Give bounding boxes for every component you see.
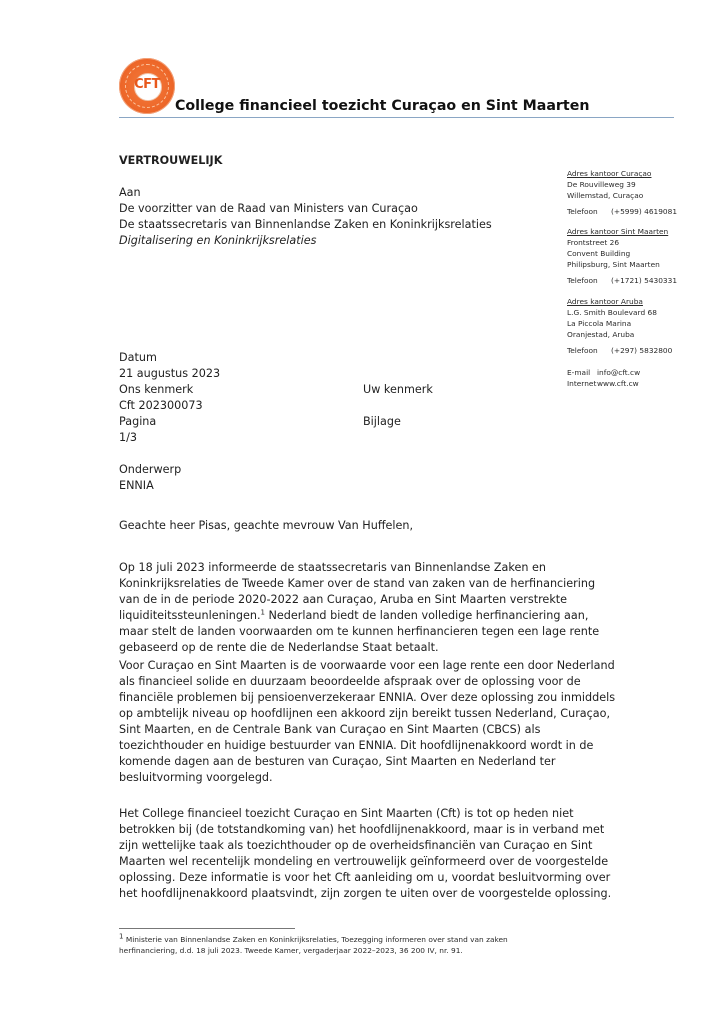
phone-label: Telefoon <box>567 346 598 355</box>
footnote-text: Ministerie van Binnenlandse Zaken en Koninkrijksrelaties, Toezegging informeren over stand van zaken <box>123 935 508 944</box>
office-title: Adres kantoor Curaçao <box>567 169 652 178</box>
our-ref-value: Cft 202300073 <box>119 399 203 412</box>
sidebar-contact <box>567 367 640 389</box>
paragraph-text: liquiditeitssteunleningen. <box>119 609 261 622</box>
footnote-reference[interactable]: 1 <box>260 608 265 617</box>
phone-label: Telefoon <box>567 207 598 216</box>
paragraph-line: van de in de periode 2020-2022 aan Curaçao, Aruba en Sint Maarten verstrekte <box>119 593 568 606</box>
paragraph-text: Nederland biedt de landen volledige herfinanciering aan, <box>264 609 589 622</box>
page-label: Pagina <box>119 415 157 428</box>
paragraph-line: gebaseerd op de rente die de Nederlandse Staat betaalt. <box>119 641 439 654</box>
addressee-line: De staatssecretaris van Binnenlandse Zaken en Koninkrijksrelaties <box>119 218 492 231</box>
website-link[interactable]: www.cft.cw <box>597 379 639 388</box>
office-address-line: Philipsburg, Sint Maarten <box>567 260 660 269</box>
paragraph-line: Koninkrijksrelaties de Tweede Kamer over de stand van zaken van de herfinanciering <box>119 577 596 590</box>
addressee-label: Aan <box>119 186 141 199</box>
body-paragraph <box>119 560 619 656</box>
paragraph-line: toezichthouder en huidige bestuurder van ENNIA. Dit hoofdlijnenakkoord wordt in de <box>119 739 594 752</box>
paragraph-line: Het College financieel toezicht Curaçao en Sint Maarten (Cft) is tot op heden niet <box>119 807 574 820</box>
paragraph-line-with-footnote <box>119 608 619 624</box>
phone-number: (+297) 5832800 <box>611 346 673 355</box>
body-paragraph <box>119 806 619 902</box>
paragraph-line: besluitvorming voorgelegd. <box>119 771 273 784</box>
office-phone-row <box>567 206 677 217</box>
footnote-divider <box>119 928 295 929</box>
office-title: Adres kantoor Aruba <box>567 297 643 306</box>
date-value: 21 augustus 2023 <box>119 367 221 380</box>
addressee-line: De voorzitter van de Raad van Ministers van Curaçao <box>119 202 418 215</box>
subject-value: ENNIA <box>119 479 154 492</box>
paragraph-line: Sint Maarten, en de Centrale Bank van Curaçao en Sint Maarten (CBCS) als <box>119 723 541 736</box>
paragraph-line: zijn wettelijke taak als toezichthouder op de overheidsfinanciën van Curaçao en Sint <box>119 839 593 852</box>
office-address-line: L.G. Smith Boulevard 68 <box>567 308 657 317</box>
paragraph-line: Op 18 juli 2023 informeerde de staatssecretaris van Binnenlandse Zaken en <box>119 561 546 574</box>
addressee-department: Digitalisering en Koninkrijksrelaties <box>119 234 317 247</box>
logo-text: CFT <box>134 77 160 92</box>
office-address-line: De Rouvilleweg 39 <box>567 180 636 189</box>
body-paragraph <box>119 658 619 786</box>
paragraph-line: als financieel solide en duurzaam beoordeelde afspraak over de oplossing voor de <box>119 675 581 688</box>
paragraph-line: komende dagen aan de besturen van Curaçao, Sint Maarten en Nederland ter <box>119 755 556 768</box>
email-link[interactable]: info@cft.cw <box>597 368 641 377</box>
paragraph-line: oplossing. Deze informatie is voor het Cft aanleiding om u, voordat besluitvorming over <box>119 871 611 884</box>
paragraph-line: financiële problemen bij pensioenverzekeraar ENNIA. Over deze oplossing zou inmiddels <box>119 691 616 704</box>
salutation: Geachte heer Pisas, geachte mevrouw Van Huffelen, <box>119 519 414 532</box>
organization-name: College financieel toezicht Curaçao en Sint Maarten <box>175 98 590 114</box>
email-row <box>567 367 640 378</box>
header-divider <box>119 117 674 118</box>
office-address-line: Oranjestad, Aruba <box>567 330 635 339</box>
our-ref-label: Ons kenmerk <box>119 383 194 396</box>
paragraph-line: op ambtelijk niveau op hoofdlijnen een akkoord zijn bereikt tussen Nederland, Curaçao, <box>119 707 611 720</box>
date-label: Datum <box>119 351 157 364</box>
phone-label: Telefoon <box>567 276 598 285</box>
paragraph-line: het hoofdlijnenakkoord plaatsvindt, zijn zorgen te uiten over de voorgestelde oplossing. <box>119 887 612 900</box>
sidebar-office-curacao <box>567 168 677 217</box>
your-ref-label: Uw kenmerk <box>363 383 433 396</box>
paragraph-line: Maarten wel recentelijk mondeling en vertrouwelijk geïnformeerd over de voorgestelde <box>119 855 609 868</box>
office-phone-row <box>567 345 672 356</box>
subject-label: Onderwerp <box>119 463 182 476</box>
classification-label: VERTROUWELIJK <box>119 154 223 167</box>
phone-number: (+5999) 4619081 <box>611 207 678 216</box>
email-label: E-mail <box>567 368 591 377</box>
footnote-marker: 1 <box>119 932 124 941</box>
internet-label: Internet <box>567 379 597 388</box>
internet-row <box>567 378 640 389</box>
office-address-line: La Piccola Marina <box>567 319 632 328</box>
office-title: Adres kantoor Sint Maarten <box>567 227 669 236</box>
office-address-line: Willemstad, Curaçao <box>567 191 644 200</box>
office-phone-row <box>567 275 677 286</box>
sidebar-office-sint-maarten <box>567 226 677 286</box>
attachment-label: Bijlage <box>363 415 401 428</box>
sidebar-office-aruba <box>567 296 672 356</box>
footnote-line <box>119 934 508 945</box>
footnote <box>119 934 508 956</box>
paragraph-line: betrokken bij (de totstandkoming van) het hoofdlijnenakkoord, maar is in verband met <box>119 823 605 836</box>
paragraph-line: maar stelt de landen voorwaarden om te kunnen herfinancieren tegen een lage rente <box>119 625 600 638</box>
footnote-line: herfinanciering, d.d. 18 juli 2023. Tweede Kamer, vergaderjaar 2022–2023, 36 200 IV, nr. 91. <box>119 946 463 955</box>
paragraph-line: Voor Curaçao en Sint Maarten is de voorwaarde voor een lage rente een door Nederland <box>119 659 615 672</box>
cft-logo <box>119 58 175 114</box>
phone-number: (+1721) 5430331 <box>611 276 678 285</box>
office-address-line: Convent Building <box>567 249 631 258</box>
page-value: 1/3 <box>119 431 138 444</box>
office-address-line: Frontstreet 26 <box>567 238 620 247</box>
